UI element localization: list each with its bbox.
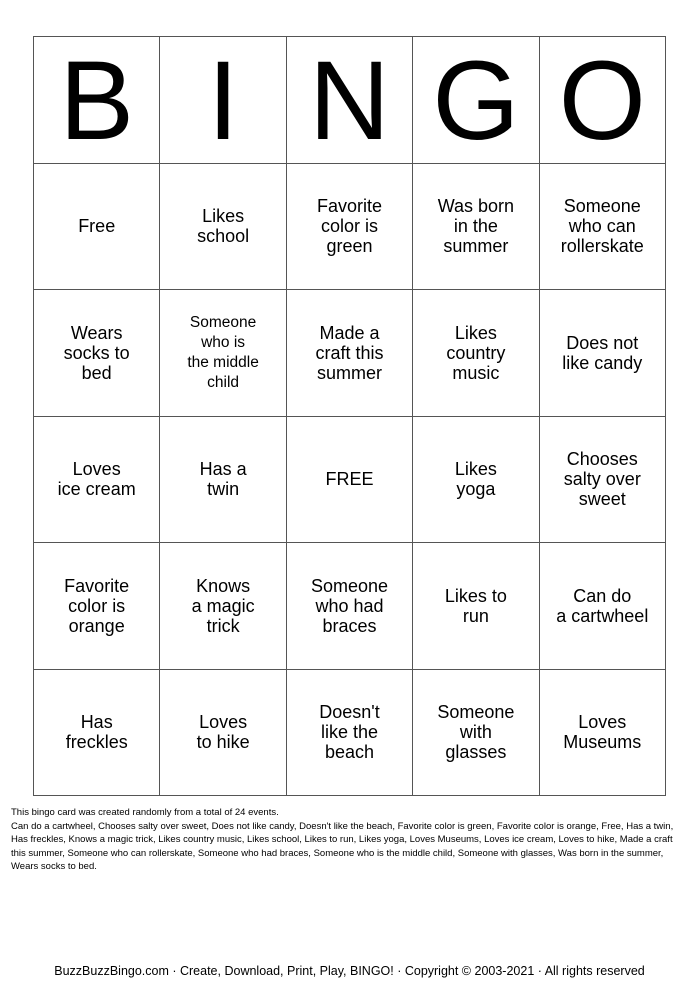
- header-letter: B: [59, 37, 135, 163]
- header-letter: N: [309, 37, 390, 163]
- notes-event-list: Can do a cartwheel, Chooses salty over sweet, Does not like candy, Doesn't like the beach, Favorite color is green, Favorite color is orange, Free, Has a twin, Has freckles, Knows a magic trick, Likes country music, Likes school, Likes to run, Likes yoga, Loves Museums, Loves ice cream, Loves to hike, Made a craft this summer, Someone who can rollerskate, Someone who had braces, Someone who is the middle child, Someone with glasses, Was born in the summer, Wears socks to bed.: [11, 820, 674, 872]
- bingo-square: [540, 417, 666, 544]
- square-text: Has a twin: [199, 459, 247, 500]
- bingo-square: [34, 543, 160, 670]
- square-text: Was born in the summer: [437, 196, 515, 257]
- header-cell-o: [540, 37, 666, 164]
- square-text: Someone who is the middle child: [187, 313, 259, 391]
- bingo-square: [34, 164, 160, 291]
- bingo-square: [160, 417, 286, 544]
- square-text: Knows a magic trick: [191, 575, 255, 636]
- bingo-square: [540, 290, 666, 417]
- bingo-square: [160, 670, 286, 797]
- square-text: Has freckles: [65, 712, 128, 753]
- square-text: Favorite color is orange: [64, 575, 130, 636]
- bingo-square: [34, 417, 160, 544]
- bingo-square: [413, 670, 539, 797]
- card-notes: [11, 806, 689, 874]
- square-text: FREE: [325, 469, 374, 490]
- header-cell-i: [160, 37, 286, 164]
- square-text: Does not like candy: [562, 332, 643, 373]
- square-text: Likes country music: [446, 322, 506, 383]
- bingo-square: [287, 290, 413, 417]
- square-text: Likes to run: [444, 585, 507, 626]
- square-text: Loves Museums: [563, 712, 642, 753]
- bingo-square: [287, 543, 413, 670]
- bingo-square: [287, 164, 413, 291]
- bingo-square: [413, 164, 539, 291]
- square-text: Loves to hike: [196, 712, 250, 753]
- free-square: [287, 417, 413, 544]
- square-text: Chooses salty over sweet: [563, 449, 641, 510]
- square-text: Wears socks to bed: [63, 322, 130, 383]
- header-cell-n: [287, 37, 413, 164]
- square-text: Made a craft this summer: [315, 322, 384, 383]
- bingo-square: [540, 543, 666, 670]
- square-text: Can do a cartwheel: [556, 585, 649, 626]
- bingo-square: [160, 290, 286, 417]
- bingo-card: [33, 36, 666, 796]
- header-letter: O: [558, 37, 646, 163]
- square-text: Someone with glasses: [437, 702, 515, 763]
- square-text: Someone who had braces: [310, 575, 389, 636]
- bingo-square: [413, 417, 539, 544]
- bingo-square: [413, 290, 539, 417]
- notes-summary: This bingo card was created randomly from a total of 24 events.: [11, 807, 279, 818]
- bingo-square: [160, 164, 286, 291]
- bingo-square: [160, 543, 286, 670]
- bingo-square: [540, 164, 666, 291]
- footer-copyright: BuzzBuzzBingo.com · Create, Download, Print, Play, BINGO! · Copyright © 2003-2021 · All rights reserved: [54, 964, 645, 978]
- square-text: Someone who can rollerskate: [560, 196, 644, 257]
- square-text: Favorite color is green: [316, 196, 382, 257]
- header-cell-g: [413, 37, 539, 164]
- header-letter: G: [432, 37, 520, 163]
- header-cell-b: [34, 37, 160, 164]
- bingo-square: [287, 670, 413, 797]
- square-text: Likes school: [197, 206, 250, 247]
- bingo-square: [413, 543, 539, 670]
- header-letter: I: [207, 37, 239, 163]
- square-text: Free: [78, 216, 116, 237]
- bingo-square: [540, 670, 666, 797]
- bingo-square: [34, 670, 160, 797]
- square-text: Likes yoga: [454, 459, 497, 500]
- square-text: Doesn't like the beach: [319, 702, 380, 763]
- square-text: Loves ice cream: [57, 459, 136, 500]
- bingo-square: [34, 290, 160, 417]
